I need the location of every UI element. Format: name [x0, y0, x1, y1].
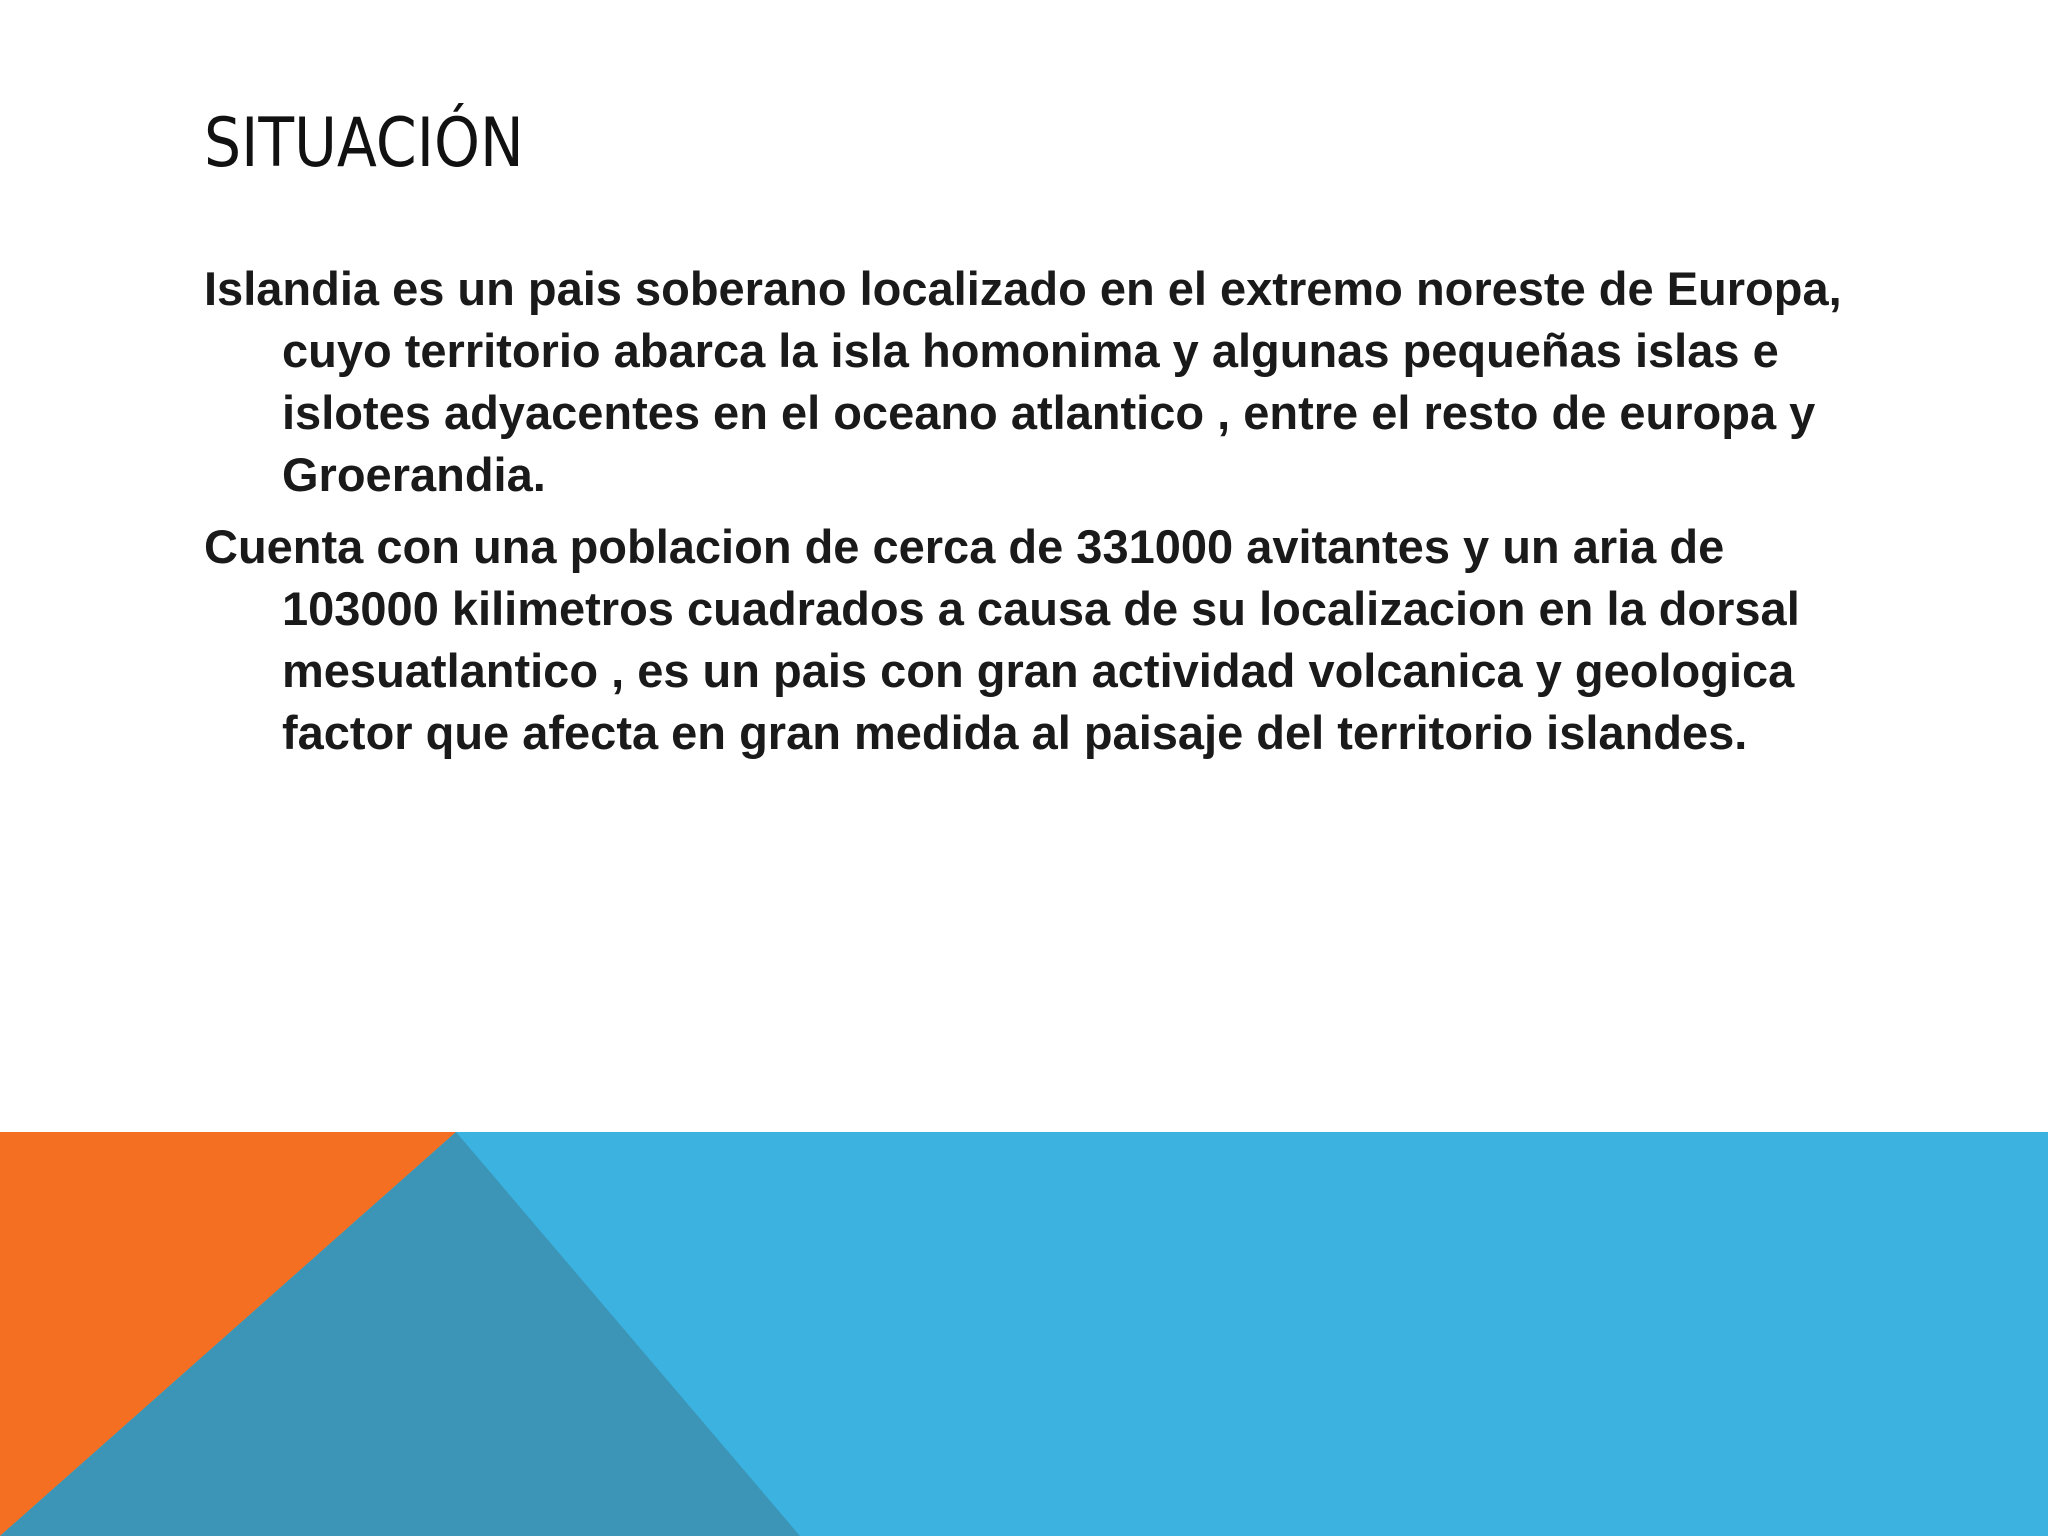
paragraph-situation: Islandia es un pais soberano localizado en el extremo noreste de Europa, cuyo territorio abarca la isla homonima y algunas pequeñas islas e islotes adyacentes en el oceano atlantico , entre el resto de europa y Groerandia.	[204, 262, 1842, 501]
paragraph-population: Cuenta con una poblacion de cerca de 331000 avitantes y un aria de 103000 kilimetros cuadrados a causa de su localizacion en la dorsal mesuatlantico , es un pais con gran actividad volcanica y geologica factor que afecta en gran medida al paisaje del territorio islandes.	[204, 520, 1800, 759]
slide-title: SITUACIÓN	[204, 104, 524, 183]
decorative-footer-band	[0, 1132, 2048, 1536]
slide-body	[204, 258, 1884, 774]
